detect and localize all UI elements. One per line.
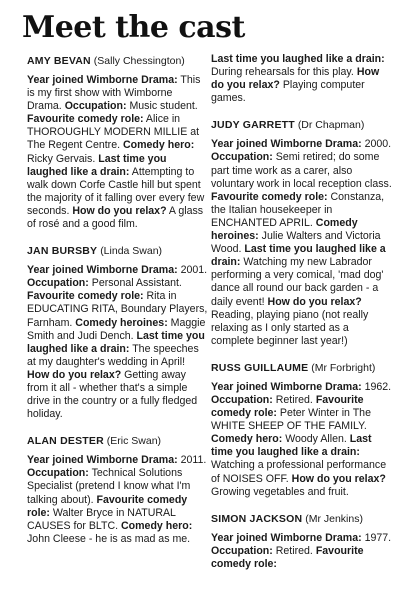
cast-name-line	[27, 245, 209, 258]
label-year: Year joined Wimborne Drama:	[211, 531, 362, 544]
value-fav-role: Rita in EDUCATING RITA, Boundary Players, Farnham.	[27, 290, 208, 329]
value-year: 1962.	[364, 380, 392, 393]
value-hero: Ricky Gervais.	[27, 152, 96, 165]
value-fav-role: Walter Bryce in NATURAL CAUSES for BLTC.	[27, 506, 176, 532]
value-occupation: Personal Assistant.	[91, 277, 182, 290]
label-fav-role: Favourite comedy role:	[27, 113, 144, 126]
label-hero: Comedy hero:	[121, 519, 193, 532]
cast-name-line	[27, 55, 209, 68]
value-relax: Reading, playing piano (not really relaxing as I only started as a complete beginner last year!)	[211, 308, 369, 347]
value-fav-role: Peter Winter in The WHITE SHEEP OF THE FAMILY.	[211, 407, 371, 433]
column-right	[211, 53, 393, 585]
label-occupation: Occupation:	[64, 100, 127, 113]
cast-entry-alan-dester-continued	[211, 53, 393, 105]
label-relax: How do you relax?	[211, 66, 380, 92]
cast-role: (Eric Swan)	[106, 435, 162, 448]
cast-name: ALAN DESTER	[27, 435, 104, 448]
value-hero: John Cleese - he is as mad as me.	[27, 532, 191, 545]
cast-role: (Sally Chessington)	[93, 55, 185, 67]
label-hero: Comedy hero:	[211, 433, 283, 446]
label-heroes: Comedy heroines:	[75, 316, 168, 329]
cast-entry-russ-guillaume	[211, 362, 393, 499]
label-fav-role: Favourite comedy role:	[27, 493, 188, 519]
page-title: Meet the cast	[22, 10, 245, 45]
cast-bio	[211, 532, 393, 571]
label-relax: How do you relax?	[291, 472, 386, 485]
cast-role: (Mr Jenkins)	[305, 512, 363, 525]
label-relax: How do you relax?	[72, 204, 167, 217]
label-fav-role: Favourite comedy role:	[27, 290, 144, 303]
cast-name-line	[211, 513, 393, 526]
label-drain: Last time you laughed like a drain:	[211, 243, 386, 269]
value-relax: A glass of rosé and a good film.	[27, 204, 204, 231]
label-hero: Comedy hero:	[123, 139, 195, 152]
cast-role: (Linda Swan)	[100, 245, 163, 258]
cast-bio	[27, 264, 209, 421]
label-year: Year joined Wimborne Drama:	[211, 138, 362, 151]
label-year: Year joined Wimborne Drama:	[27, 454, 178, 467]
label-occupation: Occupation:	[211, 544, 273, 557]
label-occupation: Occupation:	[27, 467, 89, 480]
value-occupation: Music student.	[129, 100, 198, 113]
label-occupation: Occupation:	[27, 277, 89, 290]
cast-role: (Dr Chapman)	[297, 119, 365, 132]
cast-entry-jan-bursby	[27, 245, 209, 421]
value-drain: During rehearsals for this play.	[211, 66, 354, 79]
value-occupation: Semi retired; do some part time work as a carer, also voluntary work in local reception class.	[211, 151, 392, 190]
value-drain: Attempting to walk down Corfe Castle hill but spent the majority of it falling over every few seconds.	[27, 165, 205, 217]
value-year: 2000.	[364, 138, 392, 151]
value-fav-role: Constanza, the Italian housekeeper in ENCHANTED APRIL.	[211, 190, 385, 229]
cast-name: AMY BEVAN	[27, 55, 91, 67]
value-hero: Woody Allen.	[285, 433, 347, 446]
value-occupation: Technical Solutions Specialist (pretend I know what I'm talking about).	[27, 467, 191, 506]
cast-bio	[27, 74, 209, 231]
label-heroes: Comedy heroines:	[211, 216, 358, 243]
cast-bio-continued	[211, 53, 393, 105]
cast-name: SIMON JACKSON	[211, 512, 303, 525]
value-relax: Getting away from it all - whether that's a simple drive in the country or a fully fledged holiday.	[27, 368, 198, 421]
cast-entry-judy-garrett	[211, 119, 393, 348]
label-occupation: Occupation:	[211, 151, 273, 164]
label-year: Year joined Wimborne Drama:	[211, 380, 362, 393]
cast-name-line	[211, 362, 393, 375]
value-heroes: Julie Walters and Victoria Wood.	[211, 230, 381, 256]
value-drain: Watching my new Labrador performing a very comical, 'mad dog' dance all round our back garden - a daily event!	[211, 256, 384, 308]
value-occupation: Retired.	[275, 544, 313, 557]
label-year: Year joined Wimborne Drama:	[27, 264, 178, 277]
cast-entry-alan-dester	[27, 435, 209, 546]
label-relax: How do you relax?	[267, 295, 362, 308]
cast-bio	[211, 381, 393, 499]
value-fav-role: Alice in THOROUGHLY MODERN MILLIE at The Regent Centre.	[27, 113, 200, 152]
value-drain: The speeches at my daughter's wedding in April!	[27, 342, 199, 368]
cast-entry-simon-jackson	[211, 513, 393, 571]
value-relax: Playing computer games.	[211, 79, 365, 105]
label-fav-role: Favourite comedy role:	[211, 393, 364, 420]
label-fav-role: Favourite comedy role:	[211, 190, 328, 203]
cast-bio	[211, 138, 393, 348]
cast-role: (Mr Forbright)	[311, 361, 376, 374]
cast-bio	[27, 454, 209, 546]
label-drain: Last time you laughed like a drain:	[211, 53, 385, 65]
label-drain: Last time you laughed like a drain:	[27, 152, 167, 178]
cast-name: JAN BURSBY	[27, 245, 98, 258]
cast-entry-amy-bevan	[27, 55, 209, 231]
value-year: 1977.	[364, 531, 392, 544]
value-year: 2001.	[180, 264, 208, 277]
value-heroes: Maggie Smith and Judi Dench.	[27, 316, 206, 342]
value-relax: Growing vegetables and fruit.	[211, 485, 349, 498]
value-drain: Watching a professional performance of NOISES OFF.	[211, 459, 387, 485]
label-year: Year joined Wimborne Drama:	[27, 74, 178, 86]
cast-name-line	[27, 435, 209, 448]
label-fav-role: Favourite comedy role:	[211, 544, 364, 570]
value-year: This is my first show with Wimborne Drama.	[27, 74, 201, 113]
cast-name-line	[211, 119, 393, 132]
label-drain: Last time you laughed like a drain:	[27, 329, 205, 355]
value-occupation: Retired.	[275, 393, 313, 406]
label-drain: Last time you laughed like a drain:	[211, 433, 372, 459]
column-left	[27, 55, 209, 560]
value-year: 2011.	[180, 454, 207, 467]
label-relax: How do you relax?	[27, 368, 122, 381]
label-occupation: Occupation:	[211, 393, 273, 406]
cast-name: RUSS GUILLAUME	[211, 361, 309, 374]
cast-name: JUDY GARRETT	[211, 119, 295, 132]
